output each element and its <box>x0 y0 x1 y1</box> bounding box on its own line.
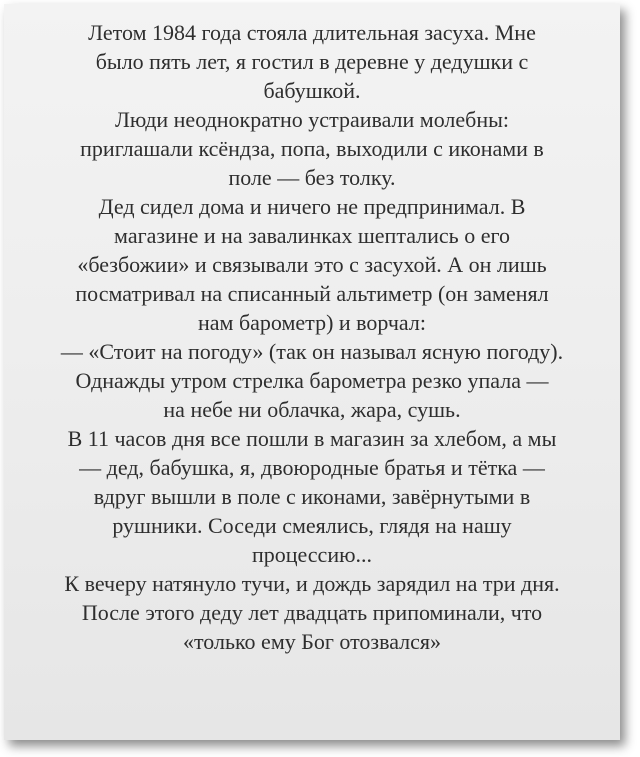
story-line: процессию... <box>251 542 373 567</box>
story-line: После этого деду лет двадцать припоминали, что <box>81 600 543 625</box>
story-line: вдруг вышли в поле с иконами, завёрнутыми в <box>93 484 531 509</box>
story-line: К вечеру натянуло тучи, и дождь зарядил на три дня. <box>64 571 560 596</box>
story-line: было пять лет, я гостил в деревне у дедушки с <box>95 49 529 74</box>
story-line: — дед, бабушка, я, двоюродные братья и тётка — <box>79 455 545 480</box>
story-line: В 11 часов дня все пошли в магазин за хлебом, а мы <box>67 426 557 451</box>
story-line: Дед сидел дома и ничего не предпринимал. В <box>98 194 526 219</box>
story-line: магазине и на завалинках шептались о его <box>114 223 510 248</box>
story-line: Летом 1984 года стояла длительная засуха. Мне <box>88 20 536 45</box>
story-line: приглашали ксёндза, попа, выходили с иконами в <box>80 136 544 161</box>
story-line: на небе ни облачка, жара, сушь. <box>163 397 461 422</box>
story-line: Однажды утром стрелка барометра резко упала — <box>75 368 549 393</box>
paper-note <box>4 4 620 740</box>
story-text <box>16 18 608 656</box>
story-line: бабушкой. <box>263 78 361 103</box>
story-line: поле — без толку. <box>228 165 396 190</box>
story-line: — «Стоит на погоду» (так он называл ясную погоду). <box>60 339 564 364</box>
story-line: посматривал на списанный альтиметр (он заменял <box>75 281 549 306</box>
story-line: Люди неоднократно устраивали молебны: <box>114 107 510 132</box>
story-line: рушники. Соседи смеялись, глядя на нашу <box>112 513 512 538</box>
story-line: «безбожии» и связывали это с засухой. А он лишь <box>77 252 547 277</box>
story-line: нам барометр) и ворчал: <box>198 310 426 335</box>
story-line: «только ему Бог отозвался» <box>182 629 442 654</box>
